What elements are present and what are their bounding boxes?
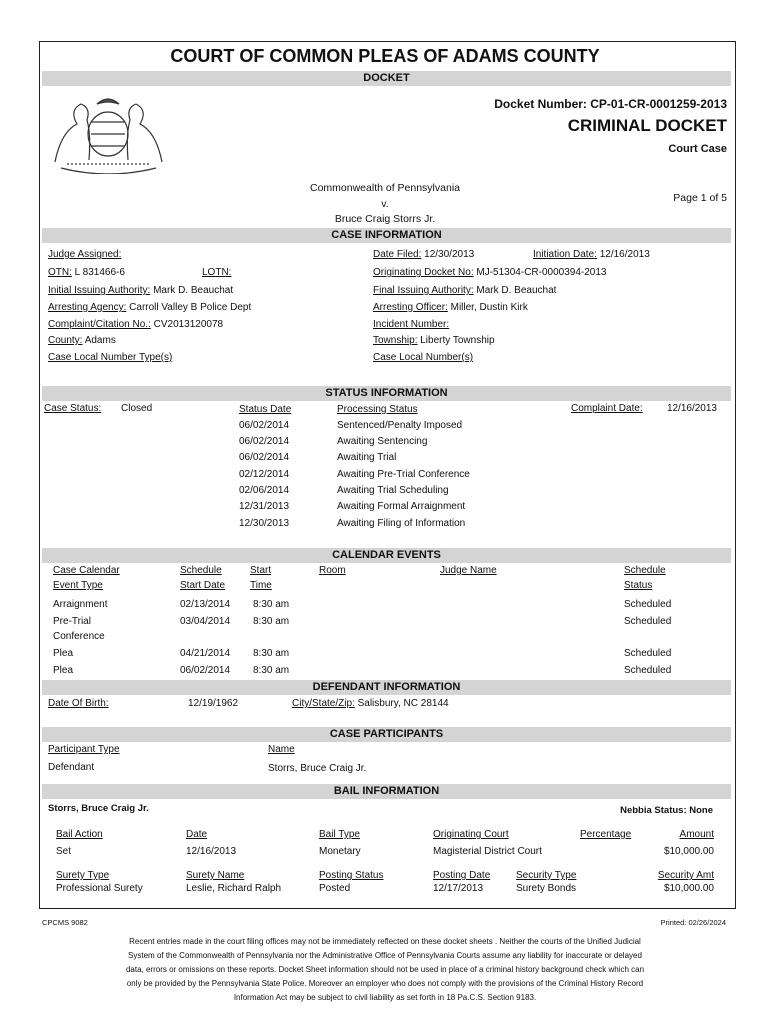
county-value: Adams — [84, 335, 116, 346]
processing-status: Awaiting Trial — [337, 452, 397, 463]
processing-status: Awaiting Sentencing — [337, 436, 428, 447]
form-number: CPCMS 9082 — [42, 918, 88, 927]
initiation-date — [533, 249, 650, 260]
date-filed-value: 12/30/2013 — [424, 249, 475, 260]
bail-person: Storrs, Bruce Craig Jr. — [48, 803, 149, 814]
status-date: 06/02/2014 — [239, 436, 290, 447]
city-state-zip — [292, 698, 449, 709]
participant-type: Defendant — [48, 762, 95, 773]
processing-status: Sentenced/Penalty Imposed — [337, 420, 463, 431]
arresting-officer — [373, 302, 528, 313]
calendar-status: Scheduled — [624, 648, 672, 659]
initial-authority-value: Mark D. Beauchat — [153, 285, 234, 296]
complaint-number-value: CV2013120078 — [153, 319, 224, 330]
dob-value: 12/19/1962 — [188, 698, 239, 709]
calendar-start-date: 02/13/2014 — [180, 599, 231, 610]
calendar-status: Scheduled — [624, 616, 672, 627]
processing-status-header: Processing Status — [337, 404, 418, 415]
complaint-date-value: 12/16/2013 — [666, 403, 717, 414]
judge-assigned-label: Judge Assigned: — [48, 249, 122, 260]
date-filed-label: Date Filed: — [373, 249, 422, 260]
otn-value: L 831466-6 — [74, 267, 125, 278]
disclaimer-line-2: System of the Commonwealth of Pennsylvania nor the Administrative Office of Pennsylvania Courts assume any liability for inaccurate or delayed — [128, 951, 642, 960]
caption-line-3: Bruce Craig Storrs Jr. — [334, 213, 436, 225]
arresting-agency — [48, 302, 251, 313]
schedule-status-header-1: Schedule — [624, 565, 666, 576]
arresting-officer-value: Miller, Dustin Kirk — [450, 302, 528, 313]
case-status — [44, 403, 101, 414]
county-label: County: — [48, 335, 83, 346]
schedule-date-header-1: Schedule — [180, 565, 222, 576]
surety-name-header: Surety Name — [186, 870, 245, 881]
docket-type: CRIMINAL DOCKET — [567, 116, 727, 135]
calendar-start-time: 8:30 am — [253, 599, 290, 610]
city-state-zip-label: City/State/Zip: — [292, 698, 355, 709]
room-header: Room — [319, 565, 346, 576]
status-date: 02/12/2014 — [239, 469, 290, 480]
surety-name: Leslie, Richard Ralph — [186, 883, 282, 894]
court-title: COURT OF COMMON PLEAS OF ADAMS COUNTY — [170, 46, 600, 66]
disclaimer-line-3: data, errors or omissions on these reports. Docket Sheet information should not be used in place of a criminal history background check which can — [125, 965, 645, 974]
posting-status: Posted — [319, 883, 351, 894]
case-status-label: Case Status: — [44, 403, 102, 414]
participant-type-header: Participant Type — [48, 744, 120, 755]
final-authority-value: Mark D. Beauchat — [476, 285, 557, 296]
calendar-event-type: Plea — [53, 648, 74, 659]
originating-court: Magisterial District Court — [433, 846, 542, 857]
posting-date: 12/17/2013 — [433, 883, 484, 894]
processing-status: Awaiting Pre-Trial Conference — [337, 469, 470, 480]
otn — [48, 267, 125, 278]
security-type: Surety Bonds — [516, 883, 577, 894]
status-date: 02/06/2014 — [239, 485, 290, 496]
status-date: 06/02/2014 — [239, 452, 290, 463]
calendar-event-type: Pre-Trial — [53, 616, 91, 627]
event-type-header-1: Case Calendar — [53, 565, 120, 576]
bail-amount: $10,000.00 — [663, 846, 714, 857]
bail-information-band: BAIL INFORMATION — [42, 784, 731, 799]
initial-authority-label: Initial Issuing Authority: — [48, 285, 151, 296]
arresting-officer-label: Arresting Officer: — [373, 302, 448, 313]
bail-action: Set — [56, 846, 72, 857]
posting-status-header: Posting Status — [319, 870, 384, 881]
calendar-status: Scheduled — [624, 599, 672, 610]
final-authority — [373, 285, 556, 296]
township-label: Township: — [373, 335, 418, 346]
initiation-date-label: Initiation Date: — [533, 249, 597, 260]
start-time-header-1: Start — [250, 565, 272, 576]
calendar-event-type: Arraignment — [53, 599, 108, 610]
calendar-events-band: CALENDAR EVENTS — [42, 548, 731, 563]
disclaimer-line-4: only be provided by the Pennsylvania State Police. Moreover an employer who does not comply with the provisions of the Criminal History Record — [126, 979, 644, 988]
initial-authority — [48, 285, 233, 296]
calendar-start-date: 06/02/2014 — [180, 665, 231, 676]
lotn-label: LOTN: — [202, 267, 232, 278]
complaint-number-label: Complaint/Citation No.: — [48, 319, 151, 330]
start-time-header-2: Time — [250, 580, 272, 591]
bail-date: 12/16/2013 — [186, 846, 237, 857]
calendar-start-time: 8:30 am — [253, 665, 290, 676]
event-type-header-2: Event Type — [53, 580, 103, 591]
county — [48, 335, 116, 346]
initiation-date-value: 12/16/2013 — [599, 249, 650, 260]
schedule-status-header-2: Status — [624, 580, 653, 591]
status-date: 06/02/2014 — [239, 420, 290, 431]
surety-type-header: Surety Type — [56, 870, 110, 881]
page-number: Page 1 of 5 — [673, 192, 727, 204]
originating-docket-value: MJ-51304-CR-0000394-2013 — [476, 267, 607, 278]
caption-line-2: v. — [381, 198, 389, 210]
pennsylvania-seal-icon — [47, 92, 170, 179]
originating-docket-label: Originating Docket No: — [373, 267, 474, 278]
docket-number: Docket Number: CP-01-CR-0001259-2013 — [494, 97, 727, 111]
amount-header: Amount — [679, 829, 714, 840]
processing-status: Awaiting Formal Arraignment — [337, 501, 466, 512]
case-participants-band: CASE PARTICIPANTS — [42, 727, 731, 742]
arresting-agency-label: Arresting Agency: — [48, 302, 127, 313]
calendar-status: Scheduled — [624, 665, 672, 676]
status-information-band: STATUS INFORMATION — [42, 386, 731, 401]
judge-name-header: Judge Name — [440, 565, 497, 576]
city-state-zip-value: Salisbury, NC 28144 — [357, 698, 449, 709]
final-authority-label: Final Issuing Authority: — [373, 285, 474, 296]
security-type-header: Security Type — [516, 870, 577, 881]
processing-status: Awaiting Filing of Information — [337, 518, 466, 529]
date-filed — [373, 249, 474, 260]
percentage-header: Percentage — [580, 829, 632, 840]
bail-date-header: Date — [186, 829, 208, 840]
calendar-start-date: 03/04/2014 — [180, 616, 231, 627]
calendar-event-type-cont: Conference — [53, 631, 105, 642]
township — [373, 335, 495, 346]
township-value: Liberty Township — [420, 335, 495, 346]
bail-action-header: Bail Action — [56, 829, 103, 840]
complaint-number — [48, 319, 223, 330]
case-local-type-label: Case Local Number Type(s) — [48, 352, 173, 363]
bail-type-header: Bail Type — [319, 829, 360, 840]
arresting-agency-value: Carroll Valley B Police Dept — [129, 302, 252, 313]
security-amt: $10,000.00 — [663, 883, 714, 894]
case-kind: Court Case — [668, 143, 727, 155]
status-date: 12/31/2013 — [239, 501, 290, 512]
status-date-header: Status Date — [239, 404, 292, 415]
incident-number-label: Incident Number: — [373, 319, 450, 330]
status-date: 12/30/2013 — [239, 518, 290, 529]
complaint-date-label: Complaint Date: — [571, 403, 643, 414]
bail-type: Monetary — [319, 846, 361, 857]
surety-type: Professional Surety — [56, 883, 143, 894]
case-status-value: Closed — [121, 403, 153, 414]
originating-court-header: Originating Court — [433, 829, 509, 840]
dob-label: Date Of Birth: — [48, 698, 109, 709]
calendar-start-time: 8:30 am — [253, 648, 290, 659]
case-information-band: CASE INFORMATION — [42, 228, 731, 243]
caption-line-1: Commonwealth of Pennsylvania — [310, 182, 460, 194]
schedule-date-header-2: Start Date — [180, 580, 226, 591]
printed-date: Printed: 02/26/2024 — [660, 918, 726, 927]
docket-band: DOCKET — [42, 71, 731, 86]
nebbia-status: Nebbia Status: None — [620, 805, 713, 816]
calendar-event-type: Plea — [53, 665, 74, 676]
disclaimer-line-5: Information Act may be subject to civil liability as set forth in 18 Pa.C.S. Section 9183. — [233, 993, 537, 1002]
disclaimer-line-1: Recent entries made in the court filing offices may not be immediately reflected on these docket sheets . Neither the courts of the Unified Judicial — [129, 937, 641, 946]
calendar-start-date: 04/21/2014 — [180, 648, 231, 659]
participant-name: Storrs, Bruce Craig Jr. — [268, 763, 367, 774]
posting-date-header: Posting Date — [433, 870, 491, 881]
security-amt-header: Security Amt — [657, 870, 714, 881]
processing-status: Awaiting Trial Scheduling — [337, 485, 449, 496]
case-local-number-label: Case Local Number(s) — [373, 352, 474, 363]
originating-docket — [373, 267, 606, 278]
defendant-information-band: DEFENDANT INFORMATION — [42, 680, 731, 695]
participant-name-header: Name — [268, 744, 295, 755]
otn-label: OTN: — [48, 267, 72, 278]
calendar-start-time: 8:30 am — [253, 616, 290, 627]
